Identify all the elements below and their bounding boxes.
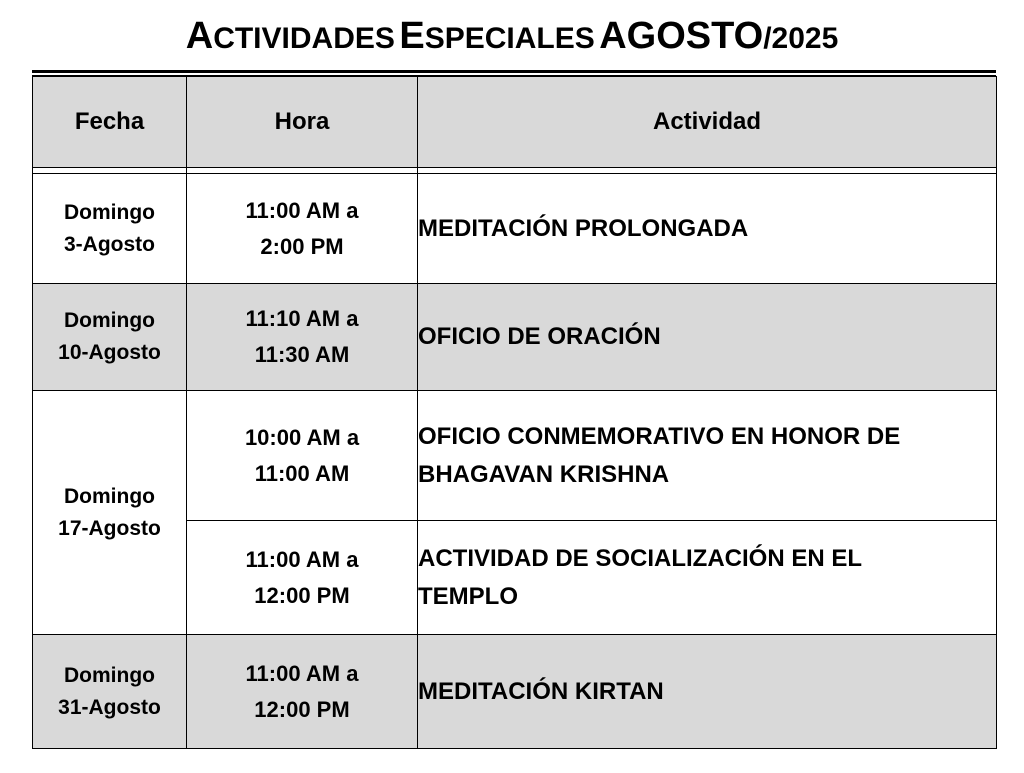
cell-fecha <box>33 635 187 749</box>
title-word-1-rest: CTIVIDADES <box>213 22 395 55</box>
top-rule-thick <box>32 70 996 73</box>
cell-actividad <box>418 521 997 635</box>
actividad-line: MEDITACIÓN PROLONGADA <box>418 214 749 242</box>
actividad-line: TEMPLO <box>418 582 518 610</box>
fecha-day: Domingo <box>64 484 155 508</box>
hora-start: 11:00 AM a <box>245 197 359 223</box>
hora-start: 11:10 AM a <box>245 306 359 331</box>
header-actividad: Actividad <box>418 77 997 168</box>
title-year: /2025 <box>763 22 839 55</box>
hora-end: 11:00 AM <box>254 460 350 486</box>
header-row <box>33 77 997 168</box>
hora-end: 11:30 AM <box>254 342 350 367</box>
table-row <box>33 635 997 749</box>
table-row <box>33 174 997 284</box>
cell-hora <box>187 521 418 635</box>
fecha-date: 10-Agosto <box>58 341 161 364</box>
page-title <box>0 14 1024 66</box>
hora-end: 12:00 PM <box>254 582 350 608</box>
cell-fecha <box>33 284 187 391</box>
fecha-day: Domingo <box>64 663 155 687</box>
fecha-day: Domingo <box>64 309 155 332</box>
hora-start: 11:00 AM a <box>245 660 359 686</box>
title-cap-1: A <box>185 15 214 57</box>
title-month: AGOSTO <box>599 15 764 57</box>
actividad-line: ACTIVIDAD DE SOCIALIZACIÓN EN EL <box>418 544 863 572</box>
actividad-line: MEDITACIÓN KIRTAN <box>418 677 664 705</box>
hora-start: 11:00 AM a <box>245 546 359 572</box>
fecha-date: 3-Agosto <box>64 232 155 256</box>
table-row <box>33 284 997 391</box>
table-row <box>33 391 997 521</box>
header-fecha: Fecha <box>33 77 187 168</box>
actividad-line: OFICIO CONMEMORATIVO EN HONOR DE <box>418 422 901 450</box>
fecha-date: 31-Agosto <box>58 695 161 719</box>
hora-end: 12:00 PM <box>254 696 350 722</box>
actividad-line: BHAGAVAN KRISHNA <box>418 460 670 488</box>
cell-hora <box>187 174 418 284</box>
cell-actividad <box>418 391 997 521</box>
fecha-date: 17-Agosto <box>58 516 161 540</box>
cell-fecha <box>33 391 187 635</box>
cell-hora <box>187 635 418 749</box>
title-cap-2: E <box>399 15 425 57</box>
header-hora: Hora <box>187 77 418 168</box>
cell-actividad <box>418 635 997 749</box>
schedule-table <box>32 76 997 749</box>
actividad-line: OFICIO DE ORACIÓN <box>418 323 661 350</box>
fecha-day: Domingo <box>64 200 155 224</box>
cell-hora <box>187 284 418 391</box>
cell-actividad <box>418 174 997 284</box>
hora-end: 2:00 PM <box>260 233 344 259</box>
title-word-2-rest: SPECIALES <box>424 22 595 55</box>
cell-hora <box>187 391 418 521</box>
cell-actividad <box>418 284 997 391</box>
hora-start: 10:00 AM a <box>244 424 360 450</box>
cell-fecha <box>33 174 187 284</box>
